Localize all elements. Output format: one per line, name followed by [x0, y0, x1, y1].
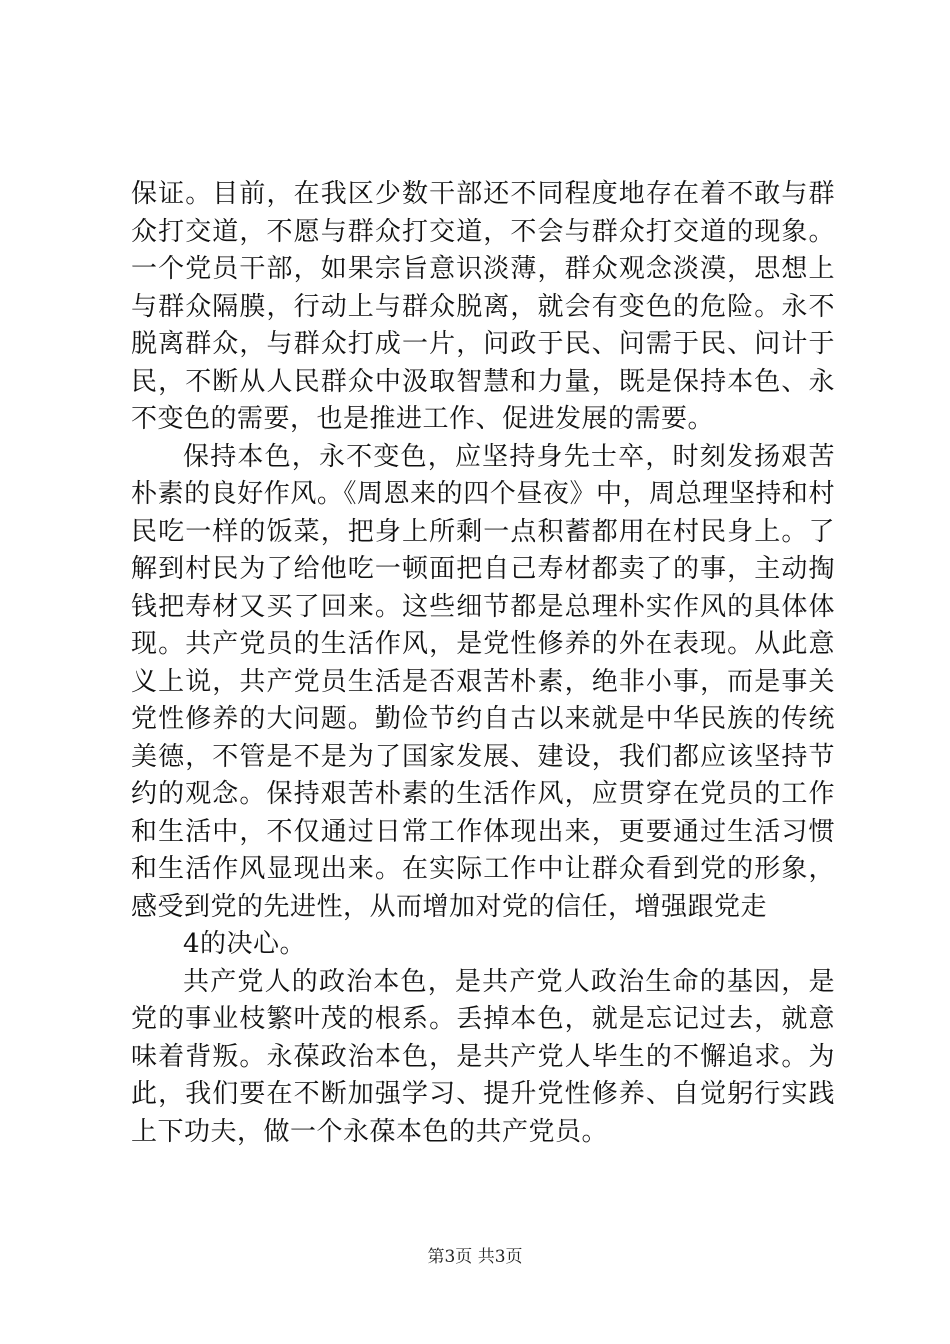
paragraph-1: 保证。目前，在我区少数干部还不同程度地存在着不敢与群众打交道，不愿与群众打交道，不会与群众打交道的现象。一个党员干部，如果宗旨意识淡薄，群众观念淡漠，思想上与群众隔膜，行动上与群众脱离，就会有变色的危险。永不脱离群众，与群众打成一片，问政于民、问需于民、问计于民，不断从人民群众中汲取智慧和力量，既是保持本色、永不变色的需要，也是推进工作、促进发展的需要。: [131, 179, 835, 434]
paragraph-3: 4的决心。: [183, 929, 307, 959]
paragraph-4: 共产党人的政治本色，是共产党人政治生命的基因，是党的事业枝繁叶茂的根系。丢掉本色，就是忘记过去，就意味着背叛。永葆政治本色，是共产党人毕生的不懈追求。为此，我们要在不断加强学习、提升党性修养、自觉躬行实践上下功夫，做一个永葆本色的共产党员。: [131, 966, 835, 1147]
document-body: [131, 176, 835, 1151]
paragraph-2: 保持本色，永不变色，应坚持身先士卒，时刻发扬艰苦朴素的良好作风。《周恩来的四个昼夜》中，周总理坚持和村民吃一样的饭菜，把身上所剩一点积蓄都用在村民身上。了解到村民为了给他吃一顿面把自己寿材都卖了的事，主动掏钱把寿材又买了回来。这些细节都是总理朴实作风的具体体现。共产党员的生活作风，是党性修养的外在表现。从此意义上说，共产党员生活是否艰苦朴素，绝非小事，而是事关党性修养的大问题。勤俭节约自古以来就是中华民族的传统美德，不管是不是为了国家发展、建设，我们都应该坚持节约的观念。保持艰苦朴素的生活作风，应贯穿在党员的工作和生活中，不仅通过日常工作体现出来，更要通过生活习惯和生活作风显现出来。在实际工作中让群众看到党的形象，感受到党的先进性，从而增加对党的信任，增强跟党走: [131, 441, 835, 922]
page-number: 第3页 共3页: [427, 1247, 523, 1267]
